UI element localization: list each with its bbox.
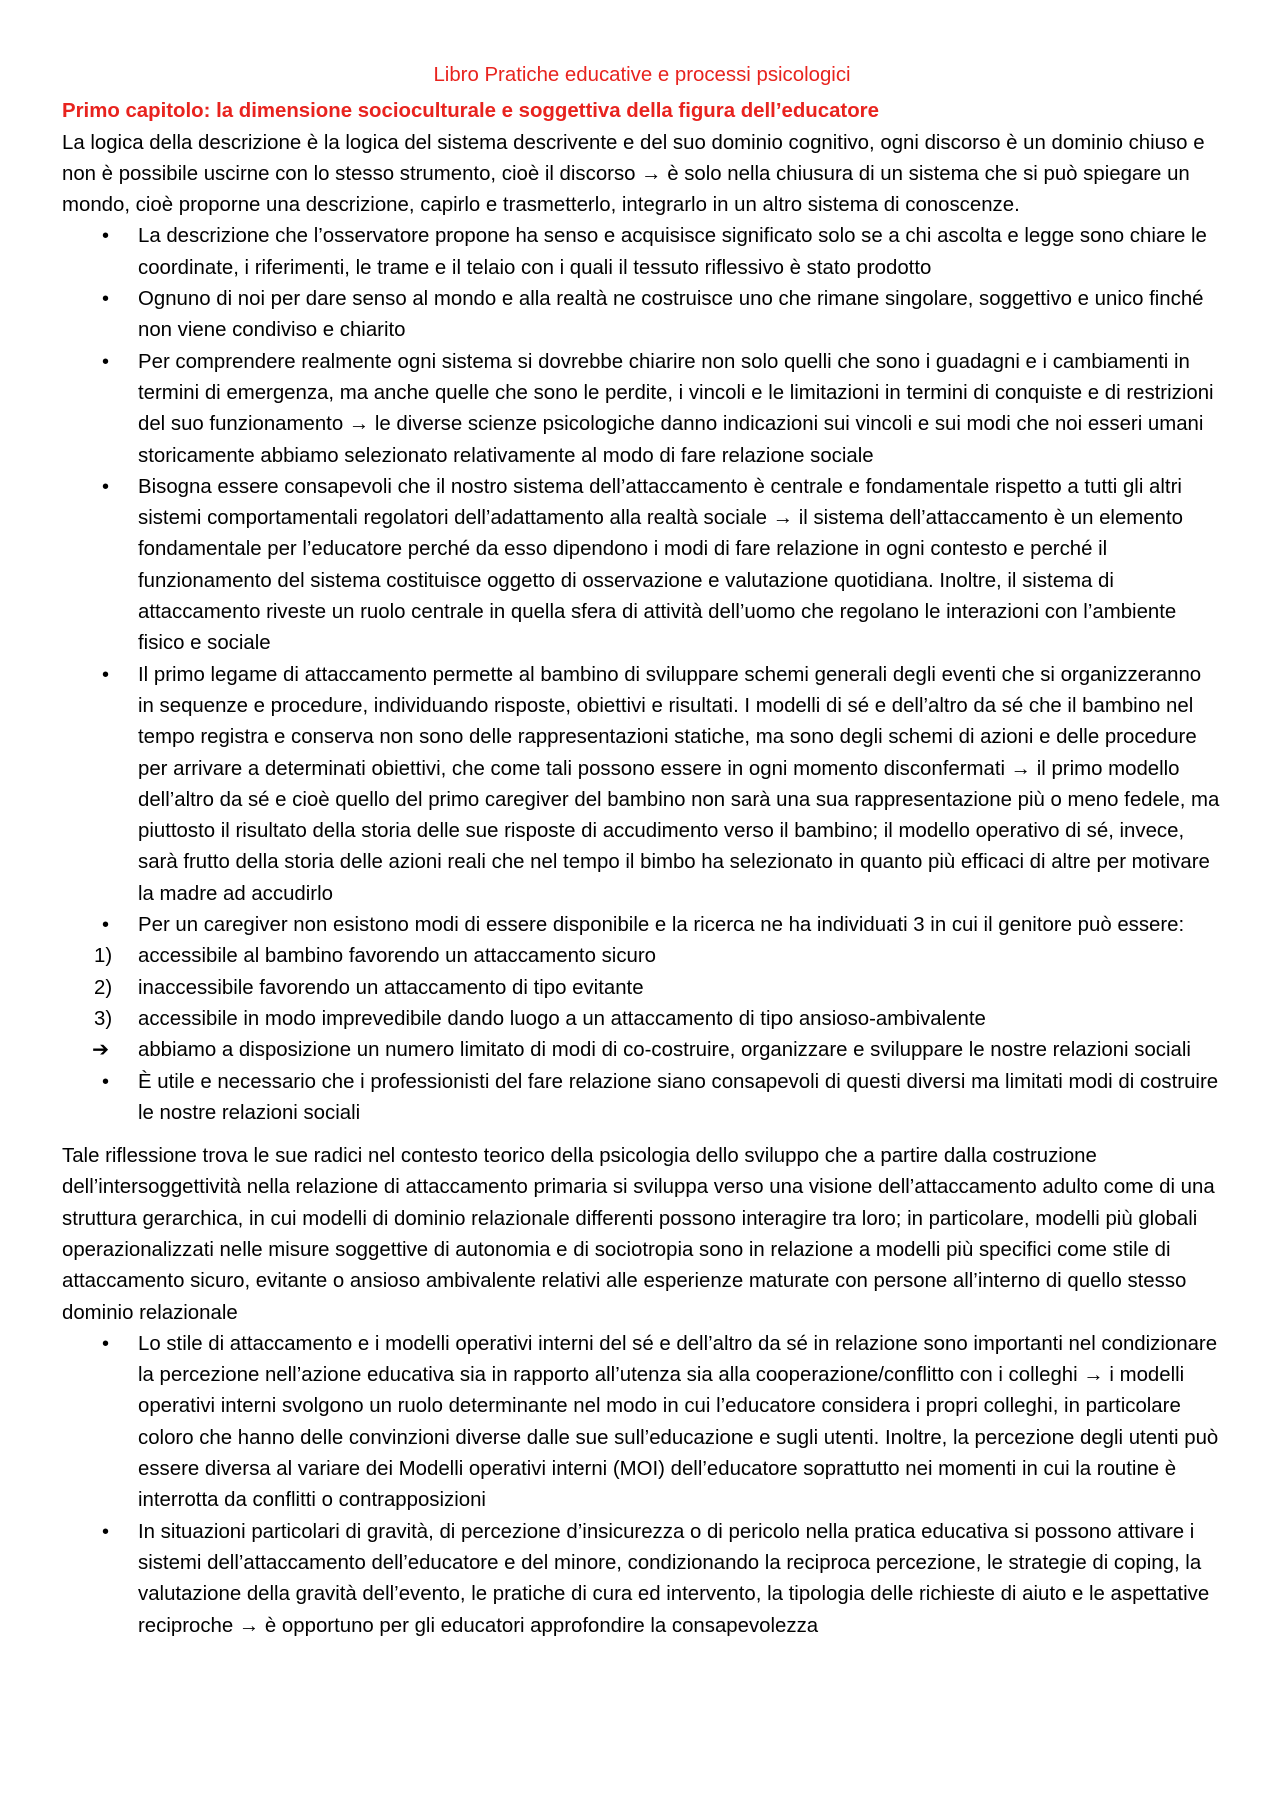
list-item-text: La descrizione che l’osservatore propone ha senso e acquisisce significato solo se a chi ascolta e legge sono chiare le coordinate, i riferimenti, le trame e il telaio con i quali il tessuto riflessivo è stato prodotto [138,225,1207,279]
list-item [62,347,1222,472]
numbered-item [62,941,1222,972]
document-page [62,60,1222,1642]
bullet-marker: • [102,1070,110,1093]
second-paragraph: Tale riflessione trova le sue radici nel contesto teorico della psicologia dello sviluppo che a partire dalla costruzione dell’intersoggettività nella relazione di attaccamento primaria si sviluppa verso una visione dell’attaccamento adulto come di una struttura gerarchica, in cui modelli di dominio relazionale differenti possono interagire tra loro; in particolare, modelli più globali operazionalizzati nelle misure soggettive di autonomia e di sociotropia sono in relazione a modelli più specifici come stile di attaccamento sicuro, evitante o ansioso ambivalente relativi alle esperienze maturate con persone all’interno di quello stesso dominio relazionale [62,1145,1215,1324]
list-item [62,660,1222,910]
bullet-marker: • [102,1520,110,1543]
list-item [62,221,1222,284]
chapter-heading: Primo capitolo: la dimensione socioculturale e soggettiva della figura dell’educatore [62,100,879,123]
list-item-text: In situazioni particolari di gravità, di percezione d’insicurezza o di pericolo nella pratica educativa si possono attivare i sistemi dell’attaccamento dell’educatore e del minore, condizionando la reciproca percezione, le strategie di coping, la valutazione della gravità dell’evento, le pratiche di cura ed intervento, la tipologia delle richieste di aiuto e le aspettative reciproche → è opportuno per gli educatori approfondire la consapevolezza [138,1520,1210,1637]
list-item-text: accessibile al bambino favorendo un attaccamento sicuro [138,945,656,968]
list-item [62,284,1222,347]
list-item-text: Il primo legame di attaccamento permette al bambino di sviluppare schemi generali degli eventi che si organizzeranno in sequenze e procedure, individuando risposte, obiettivi e risultati. I modelli di sé e dell’altro da sé che il bambino nel tempo registra e conserva non sono delle rappresentazioni statiche, ma sono degli schemi di azioni e delle procedure per arrivare a determinati obiettivi, che come tali possono essere in ogni momento disconfermati → il primo modello dell’altro da sé e cioè quello del primo caregiver del bambino non sarà una sua rappresentazione più o meno fedele, ma piuttosto il risultato della storia delle sue risposte di accudimento verso il bambino; il modello operativo di sé, invece, sarà frutto della storia delle azioni reali che nel tempo il bimbo ha selezionato in quanto più efficaci di altre per motivare la madre ad accudirlo [138,663,1220,905]
list-item-text: Bisogna essere consapevoli che il nostro sistema dell’attaccamento è centrale e fondamentale rispetto a tutti gli altri sistemi comportamentali regolatori dell’adattamento alla realtà sociale → il sistema dell’attaccamento è un elemento fondamentale per l’educatore perché da esso dipendono i modi di fare relazione in ogni contesto e perché il funzionamento del sistema costituisce oggetto di osservazione e valutazione quotidiana. Inoltre, il sistema di attaccamento riveste un ruolo centrale in quella sfera di attività dell’uomo che regolano le interazioni con l’ambiente fisico e sociale [138,475,1183,655]
list-item-text: inaccessibile favorendo un attaccamento di tipo evitante [138,976,644,999]
bullet-marker: • [102,663,110,686]
list-item [62,1067,1222,1130]
bullet-marker: • [102,475,110,498]
numbered-item [62,1004,1222,1035]
number-marker: 2) [94,976,113,999]
arrow-item [62,1035,1222,1066]
list-item [62,1329,1222,1517]
list-item [62,472,1222,660]
bullet-marker: • [102,1332,110,1355]
intro-paragraph: La logica della descrizione è la logica del sistema descrivente e del suo dominio cognitivo, ogni discorso è un dominio chiuso e non è possibile uscirne con lo stesso strumento, cioè il discorso → è solo nella chiusura di un sistema che si può spiegare un mondo, cioè proporne una descrizione, capirlo e trasmetterlo, integrarlo in un altro sistema di conoscenze. [62,131,1205,217]
list-item [62,910,1222,941]
list-item-text: Ognuno di noi per dare senso al mondo e alla realtà ne costruisce uno che rimane singolare, soggettivo e unico finché non viene condiviso e chiarito [138,288,1204,342]
list-secondary [62,1329,1222,1642]
list-item-text: È utile e necessario che i professionisti del fare relazione siano consapevoli di questi diversi ma limitati modi di costruire le nostre relazioni sociali [138,1070,1219,1124]
list-item-text: accessibile in modo imprevedibile dando luogo a un attaccamento di tipo ansioso-ambivalente [138,1007,986,1030]
arrow-right-icon: ➔ [92,1039,110,1062]
list-item-text: Per comprendere realmente ogni sistema si dovrebbe chiarire non solo quelli che sono i guadagni e i cambiamenti in termini di emergenza, ma anche quelle che sono le perdite, i vincoli e le limitazioni in termini di conquiste e di restrizioni del suo funzionamento → le diverse scienze psicologiche danno indicazioni sui vincoli e sui modi che noi esseri umani storicamente abbiamo selezionato relativamente al modo di fare relazione sociale [138,350,1214,467]
list-item-text: abbiamo a disposizione un numero limitato di modi di co-costruire, organizzare e sviluppare le nostre relazioni sociali [138,1039,1191,1062]
numbered-item [62,973,1222,1004]
bullet-marker: • [102,288,110,311]
number-marker: 1) [94,945,113,968]
bullet-marker: • [102,914,110,937]
document-title: Libro Pratiche educative e processi psicologici [433,64,851,86]
list-primary [62,221,1222,1129]
bullet-marker: • [102,350,110,373]
number-marker: 3) [94,1007,113,1030]
list-item [62,1517,1222,1642]
list-item-text: Lo stile di attaccamento e i modelli operativi interni del sé e dell’altro da sé in relazione sono importanti nel condizionare la percezione nell’azione educativa sia in rapporto all’utenza sia alla cooperazione/conflitto con i colleghi → i modelli operativi interni svolgono un ruolo determinante nel modo in cui l’educatore considera i propri colleghi, in particolare coloro che hanno delle convinzioni diverse dalle sue sull’educazione e sugli utenti. Inoltre, la percezione degli utenti può essere diversa al variare dei Modelli operativi interni (MOI) dell’educatore soprattutto nei momenti in cui la routine è interrotta da conflitti o contrapposizioni [138,1332,1219,1512]
list-item-text: Per un caregiver non esistono modi di essere disponibile e la ricerca ne ha individuati 3 in cui il genitore può essere: [138,914,1185,937]
bullet-marker: • [102,225,110,248]
